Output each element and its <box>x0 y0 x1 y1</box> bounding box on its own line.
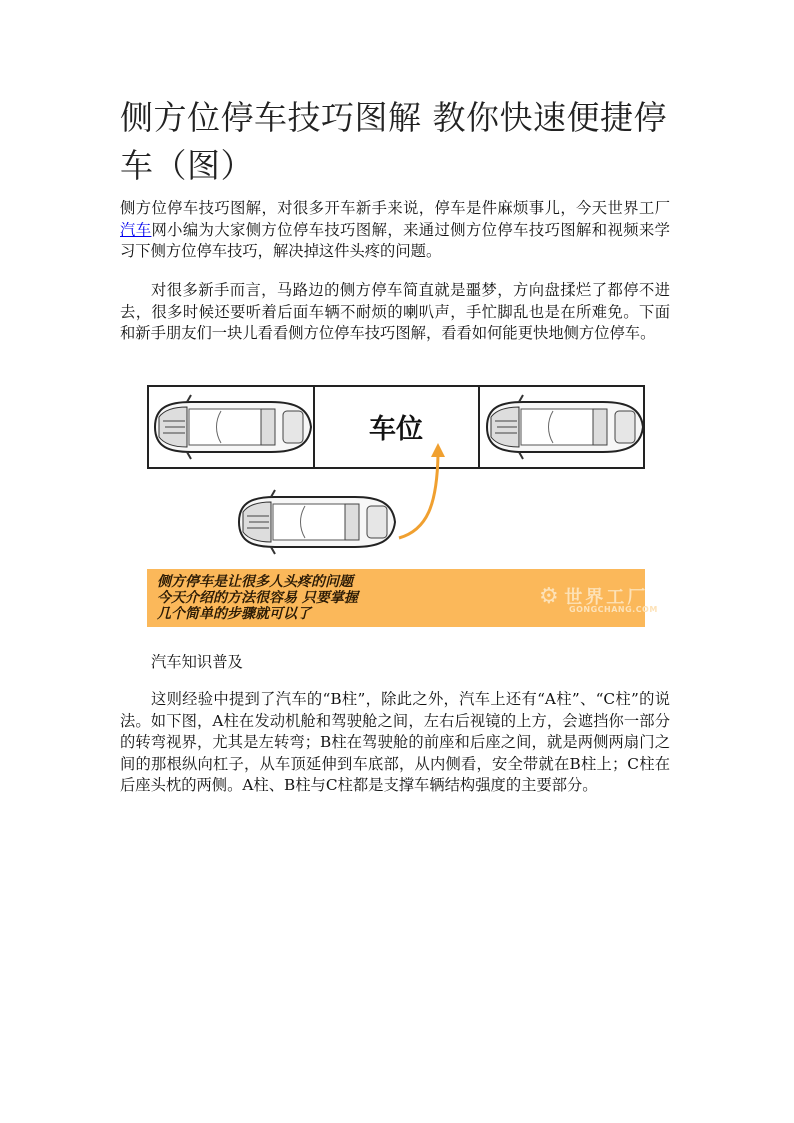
intro-text-cont: 网小编为大家侧方位停车技巧图解，来通过侧方位停车技巧图解和视频来学习下侧方位停车技巧，解决掉这件头疼的问题。 <box>120 220 670 260</box>
banner-line: 今天介绍的方法很容易 只要掌握 <box>157 590 358 606</box>
gear-logo-icon: ⚙ <box>539 584 559 609</box>
parking-diagram <box>147 385 658 627</box>
car-link[interactable]: 汽车 <box>120 220 152 239</box>
body-paragraph-pillars: 这则经验中提到了汽车的“B柱”，除此之外，汽车上还有“A柱”、“C柱”的说法。如下图，A柱在发动机舱和驾驶舱之间，左右后视镜的上方，会遮挡你一部分的转弯视界，尤其是左转弯；B柱在驾驶舱的前座和后座之间，就是两侧两扇门之间的那根纵向杠子，从车顶延伸到车底部，从内侧看，安全带就在B柱上；C柱在后座头枕的两侧。A柱、B柱与C柱都是支撑车辆结构强度的主要部分。 <box>120 690 670 794</box>
watermark-logo <box>539 583 658 614</box>
watermark-name: 世界工厂 <box>564 587 649 608</box>
intro-text: 侧方位停车技巧图解，对很多开车新手来说，停车是件麻烦事儿，今天世界工厂 <box>120 199 670 217</box>
banner-line: 几个简单的步骤就可以了 <box>157 606 311 622</box>
moving-car <box>239 490 395 554</box>
body-paragraph: 对很多新手而言，马路边的侧方停车简直就是噩梦，方向盘揉烂了都停不进去，很多时候还要听着后面车辆不耐烦的喇叭声，手忙脚乱也是在所难免。下面和新手朋友们一块儿看看侧方位停车技巧图解，看看如何能更快地侧方位停车。 <box>120 281 670 342</box>
banner-line: 侧方停车是让很多人头疼的问题 <box>157 574 353 590</box>
diagram-banner <box>147 569 658 627</box>
page-title: 侧方位停车技巧图解 教你快速便捷停车（图） <box>120 98 667 185</box>
parked-car-left <box>155 395 311 459</box>
parked-car-right <box>487 395 643 459</box>
parking-slot-label: 车位 <box>369 414 423 445</box>
section-heading: 汽车知识普及 <box>151 653 243 671</box>
intro-paragraph <box>120 198 670 263</box>
watermark-url: GONGCHANG.COM <box>569 605 658 614</box>
